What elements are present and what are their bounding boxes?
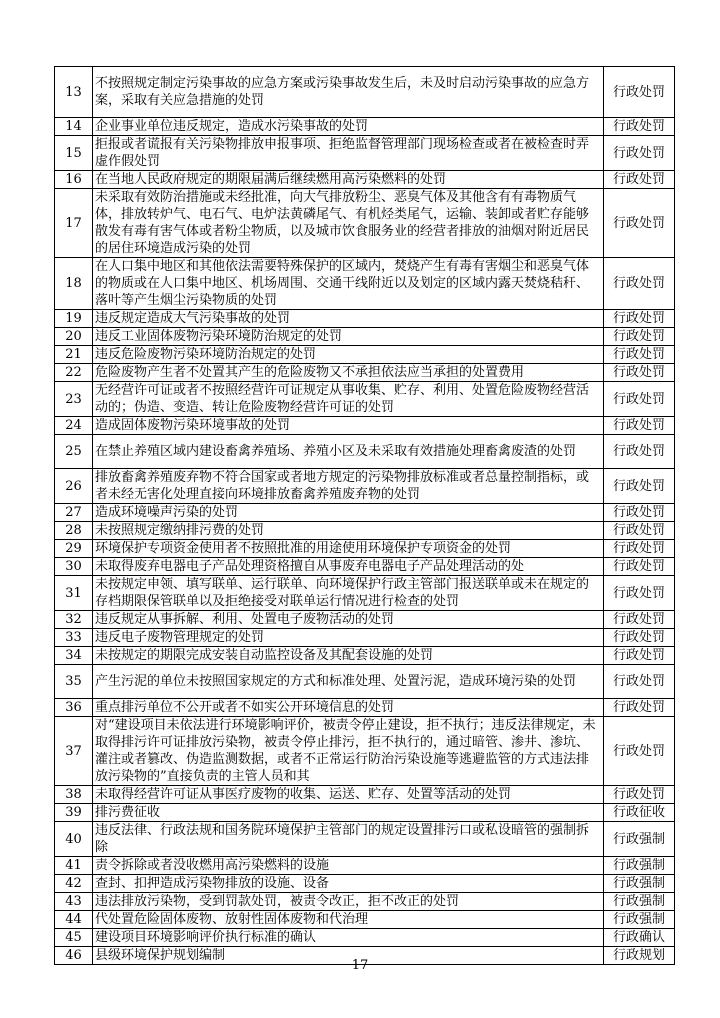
table-row bbox=[55, 258, 675, 310]
row-item: 环境保护专项资金使用者不按照批准的用途使用环境保护专项资金的处罚 bbox=[93, 540, 604, 558]
row-category: 行政处罚 bbox=[604, 417, 675, 435]
row-item: 产生污泥的单位未按照国家规定的方式和标准处理、处置污泥，造成环境污染的处罚 bbox=[93, 665, 604, 699]
row-category: 行政处罚 bbox=[604, 118, 675, 136]
row-number: 26 bbox=[55, 469, 93, 504]
row-number: 28 bbox=[55, 522, 93, 540]
row-item: 拒报或者谎报有关污染物排放申报事项、拒绝监督管理部门现场检查或者在被检查时弄虚作假处罚 bbox=[93, 136, 604, 171]
row-item: 违反法律、行政法规和国务院环境保护主管部门的规定设置排污口或私设暗管的强制拆除 bbox=[93, 822, 604, 857]
row-number: 34 bbox=[55, 647, 93, 665]
table-row bbox=[55, 576, 675, 611]
row-number: 41 bbox=[55, 857, 93, 875]
row-category: 行政处罚 bbox=[604, 522, 675, 540]
row-number: 46 bbox=[55, 947, 93, 965]
row-number: 19 bbox=[55, 310, 93, 328]
row-category: 行政处罚 bbox=[604, 576, 675, 611]
table-row bbox=[55, 310, 675, 328]
row-number: 35 bbox=[55, 665, 93, 699]
row-number: 17 bbox=[55, 189, 93, 258]
table-row bbox=[55, 647, 675, 665]
row-category: 行政处罚 bbox=[604, 469, 675, 504]
table-row bbox=[55, 504, 675, 522]
row-category: 行政强制 bbox=[604, 911, 675, 929]
row-category: 行政处罚 bbox=[604, 786, 675, 804]
row-number: 22 bbox=[55, 364, 93, 382]
row-category: 行政处罚 bbox=[604, 629, 675, 647]
row-item: 违反危险废物污染环境防治规定的处罚 bbox=[93, 346, 604, 364]
row-item: 未取得经营许可证从事医疗废物的收集、运送、贮存、处置等活动的处罚 bbox=[93, 786, 604, 804]
table-row bbox=[55, 328, 675, 346]
row-number: 36 bbox=[55, 699, 93, 717]
table-row bbox=[55, 189, 675, 258]
row-category: 行政处罚 bbox=[604, 647, 675, 665]
row-item: 责令拆除或者没收燃用高污染燃料的设施 bbox=[93, 857, 604, 875]
permissions-table bbox=[54, 66, 675, 965]
row-category: 行政处罚 bbox=[604, 136, 675, 171]
table-row bbox=[55, 786, 675, 804]
row-number: 15 bbox=[55, 136, 93, 171]
row-number: 27 bbox=[55, 504, 93, 522]
row-item: 县级环境保护规划编制 bbox=[93, 947, 604, 965]
table-row bbox=[55, 118, 675, 136]
row-item: 未取得废弃电器电子产品处理资格擅自从事废弃电器电子产品处理活动的处 bbox=[93, 558, 604, 576]
row-item: 危险废物产生者不处置其产生的危险废物又不承担依法应当承担的处置费用 bbox=[93, 364, 604, 382]
row-number: 31 bbox=[55, 576, 93, 611]
row-item: 重点排污单位不公开或者不如实公开环境信息的处罚 bbox=[93, 699, 604, 717]
row-item: 代处置危险固体废物、放射性固体废物和代治理 bbox=[93, 911, 604, 929]
table-row bbox=[55, 804, 675, 822]
row-category: 行政处罚 bbox=[604, 665, 675, 699]
row-item: 排放畜禽养殖废弃物不符合国家或者地方规定的污染物排放标准或者总量控制指标，或者未经无害化处理直接向环境排放畜禽养殖废弃物的处罚 bbox=[93, 469, 604, 504]
row-category: 行政处罚 bbox=[604, 346, 675, 364]
table-body bbox=[55, 67, 675, 965]
table-row bbox=[55, 435, 675, 469]
row-number: 25 bbox=[55, 435, 93, 469]
row-category: 行政强制 bbox=[604, 822, 675, 857]
row-item: 排污费征收 bbox=[93, 804, 604, 822]
table-row bbox=[55, 67, 675, 118]
row-item: 违反电子废物管理规定的处罚 bbox=[93, 629, 604, 647]
table-row bbox=[55, 629, 675, 647]
table-row bbox=[55, 717, 675, 786]
row-number: 18 bbox=[55, 258, 93, 310]
table-row bbox=[55, 382, 675, 417]
row-item: 造成环境噪声污染的处罚 bbox=[93, 504, 604, 522]
row-number: 39 bbox=[55, 804, 93, 822]
row-number: 14 bbox=[55, 118, 93, 136]
row-number: 13 bbox=[55, 67, 93, 118]
table-row bbox=[55, 875, 675, 893]
row-item: 在人口集中地区和其他依法需要特殊保护的区域内，焚烧产生有毒有害烟尘和恶臭气体的物质或在人口集中地区、机场周围、交通干线附近以及划定的区域内露天焚烧秸秆、落叶等产生烟尘污染物质的处罚 bbox=[93, 258, 604, 310]
table-row bbox=[55, 469, 675, 504]
row-item: 不按照规定制定污染事故的应急方案或污染事故发生后，未及时启动污染事故的应急方案，采取有关应急措施的处罚 bbox=[93, 67, 604, 118]
table-row bbox=[55, 522, 675, 540]
row-number: 33 bbox=[55, 629, 93, 647]
row-number: 30 bbox=[55, 558, 93, 576]
row-number: 40 bbox=[55, 822, 93, 857]
table-row bbox=[55, 346, 675, 364]
table-row bbox=[55, 822, 675, 857]
row-item: 对“建设项目未依法进行环境影响评价，被责令停止建设，拒不执行；违反法律规定，未取得排污许可证排放污染物，被责令停止排污，拒不执行的，通过暗管、渗井、渗坑、灌注或者篡改、伪造监测数据，或者不正常运行防治污染设施等逃避监管的方式违法排放污染物的”直接负责的主管人员和其 bbox=[93, 717, 604, 786]
row-item: 未按照规定缴纳排污费的处罚 bbox=[93, 522, 604, 540]
table-row bbox=[55, 665, 675, 699]
row-category: 行政处罚 bbox=[604, 67, 675, 118]
table-row bbox=[55, 893, 675, 911]
row-category: 行政处罚 bbox=[604, 328, 675, 346]
row-item: 违反规定造成大气污染事故的处罚 bbox=[93, 310, 604, 328]
row-item: 未按规定的期限完成安装自动监控设备及其配套设施的处罚 bbox=[93, 647, 604, 665]
row-category: 行政处罚 bbox=[604, 189, 675, 258]
row-item: 无经营许可证或者不按照经营许可证规定从事收集、贮存、利用、处置危险废物经营活动的；伪造、变造、转让危险废物经营许可证的处罚 bbox=[93, 382, 604, 417]
row-number: 32 bbox=[55, 611, 93, 629]
row-number: 29 bbox=[55, 540, 93, 558]
row-item: 违反规定从事拆解、利用、处置电子废物活动的处罚 bbox=[93, 611, 604, 629]
row-item: 违反工业固体废物污染环境防治规定的处罚 bbox=[93, 328, 604, 346]
row-item: 在禁止养殖区域内建设畜禽养殖场、养殖小区及未采取有效措施处理畜禽废渣的处罚 bbox=[93, 435, 604, 469]
row-number: 45 bbox=[55, 929, 93, 947]
table-row bbox=[55, 857, 675, 875]
row-number: 23 bbox=[55, 382, 93, 417]
row-category: 行政处罚 bbox=[604, 382, 675, 417]
row-item: 建设项目环境影响评价执行标准的确认 bbox=[93, 929, 604, 947]
row-item: 造成固体废物污染环境事故的处罚 bbox=[93, 417, 604, 435]
row-item: 未采取有效防治措施或未经批准，向大气排放粉尘、恶臭气体及其他含有有毒物质气体，排放转炉气、电石气、电炉法黄磷尾气、有机烃类尾气，运输、装卸或者贮存能够散发有毒有害气体或者粉尘物质，以及城市饮食服务业的经营者排放的油烟对附近居民的居住环境造成污染的处罚 bbox=[93, 189, 604, 258]
row-category: 行政征收 bbox=[604, 804, 675, 822]
row-number: 44 bbox=[55, 911, 93, 929]
page-number: 17 bbox=[351, 958, 369, 973]
row-number: 38 bbox=[55, 786, 93, 804]
row-category: 行政处罚 bbox=[604, 611, 675, 629]
table-row bbox=[55, 911, 675, 929]
row-item: 企业事业单位违反规定，造成水污染事故的处罚 bbox=[93, 118, 604, 136]
row-number: 43 bbox=[55, 893, 93, 911]
table-row bbox=[55, 171, 675, 189]
row-category: 行政处罚 bbox=[604, 540, 675, 558]
row-number: 42 bbox=[55, 875, 93, 893]
table-row bbox=[55, 540, 675, 558]
row-item: 查封、扣押造成污染物排放的设施、设备 bbox=[93, 875, 604, 893]
table-row bbox=[55, 364, 675, 382]
table-row bbox=[55, 558, 675, 576]
table-row bbox=[55, 929, 675, 947]
row-number: 37 bbox=[55, 717, 93, 786]
row-number: 20 bbox=[55, 328, 93, 346]
table-row bbox=[55, 417, 675, 435]
row-category: 行政确认 bbox=[604, 929, 675, 947]
row-category: 行政处罚 bbox=[604, 558, 675, 576]
row-number: 16 bbox=[55, 171, 93, 189]
row-category: 行政处罚 bbox=[604, 699, 675, 717]
row-category: 行政处罚 bbox=[604, 364, 675, 382]
table-row bbox=[55, 699, 675, 717]
row-item: 违法排放污染物，受到罚款处罚，被责令改正，拒不改正的处罚 bbox=[93, 893, 604, 911]
row-category: 行政处罚 bbox=[604, 310, 675, 328]
row-category: 行政处罚 bbox=[604, 717, 675, 786]
row-category: 行政处罚 bbox=[604, 504, 675, 522]
row-item: 在当地人民政府规定的期限届满后继续燃用高污染燃料的处罚 bbox=[93, 171, 604, 189]
table-row bbox=[55, 136, 675, 171]
row-category: 行政处罚 bbox=[604, 171, 675, 189]
row-category: 行政强制 bbox=[604, 875, 675, 893]
row-category: 行政强制 bbox=[604, 857, 675, 875]
row-number: 21 bbox=[55, 346, 93, 364]
row-number: 24 bbox=[55, 417, 93, 435]
row-category: 行政处罚 bbox=[604, 435, 675, 469]
table-row bbox=[55, 611, 675, 629]
row-item: 未按规定申领、填写联单、运行联单、向环境保护行政主管部门报送联单或未在规定的存档期限保管联单以及拒绝接受对联单运行情况进行检查的处罚 bbox=[93, 576, 604, 611]
row-category: 行政规划 bbox=[604, 947, 675, 965]
row-category: 行政强制 bbox=[604, 893, 675, 911]
row-category: 行政处罚 bbox=[604, 258, 675, 310]
